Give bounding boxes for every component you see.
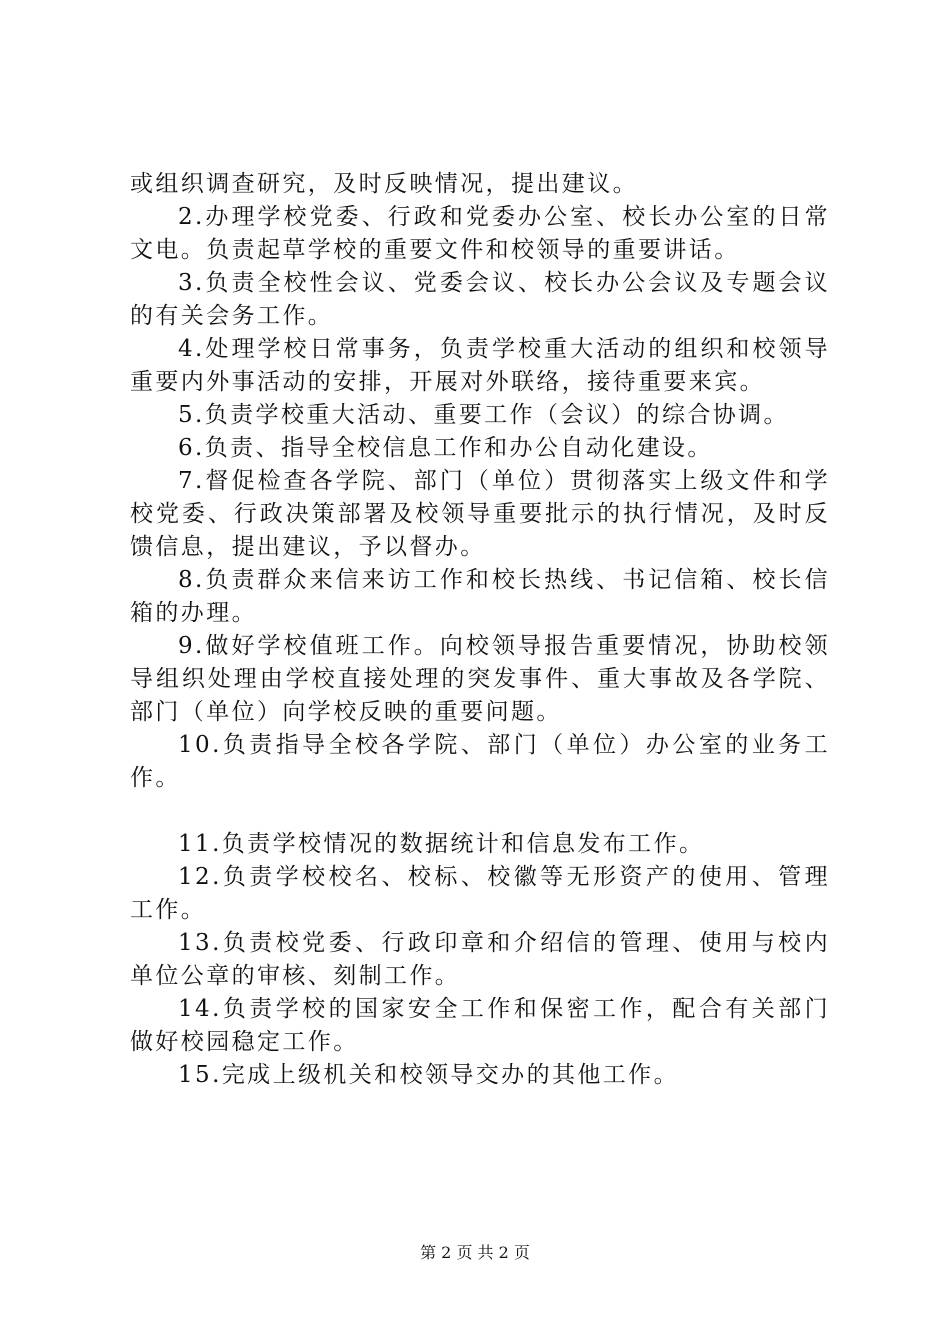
paragraph-item-14: 14.负责学校的国家安全工作和保密工作，配合有关部门做好校园稳定工作。 (130, 996, 830, 1055)
paragraph-item-2: 2.办理学校党委、行政和党委办公室、校长办公室的日常文电。负责起草学校的重要文件和校领导的重要讲话。 (130, 204, 830, 263)
paragraph-item-8: 8.负责群众来信来访工作和校长热线、书记信箱、校长信箱的办理。 (130, 567, 830, 626)
paragraph-item-4: 4.处理学校日常事务，负责学校重大活动的组织和校领导重要内外事活动的安排，开展对外联络，接待重要来宾。 (130, 336, 830, 395)
paragraph-item-7: 7.督促检查各学院、部门（单位）贯彻落实上级文件和学校党委、行政决策部署及校领导重要批示的执行情况，及时反馈信息，提出建议，予以督办。 (130, 468, 830, 560)
document-body (130, 168, 830, 1092)
paragraph-item-3: 3.负责全校性会议、党委会议、校长办公会议及专题会议的有关会务工作。 (130, 270, 830, 329)
paragraph-item-10: 10.负责指导全校各学院、部门（单位）办公室的业务工作。 (130, 732, 830, 791)
paragraph-item-15: 15.完成上级机关和校领导交办的其他工作。 (178, 1062, 679, 1088)
paragraph-item-11: 11.负责学校情况的数据统计和信息发布工作。 (178, 831, 705, 857)
paragraph-item-13: 13.负责校党委、行政印章和介绍信的管理、使用与校内单位公章的审核、刻制工作。 (130, 930, 830, 989)
paragraph-item-9: 9.做好学校值班工作。向校领导报告重要情况，协助校领导组织处理由学校直接处理的突发事件、重大事故及各学院、部门（单位）向学校反映的重要问题。 (130, 633, 830, 725)
paragraph-item-12: 12.负责学校校名、校标、校徽等无形资产的使用、管理工作。 (130, 864, 830, 923)
paragraph-item-5: 5.负责学校重大活动、重要工作（会议）的综合协调。 (178, 402, 789, 428)
page-number-footer: 第 2 页 共 2 页 (420, 1243, 530, 1262)
paragraph-item-6: 6.负责、指导全校信息工作和办公自动化建设。 (178, 435, 713, 461)
paragraph-continuation: 或组织调查研究，及时反映情况，提出建议。 (130, 171, 638, 197)
